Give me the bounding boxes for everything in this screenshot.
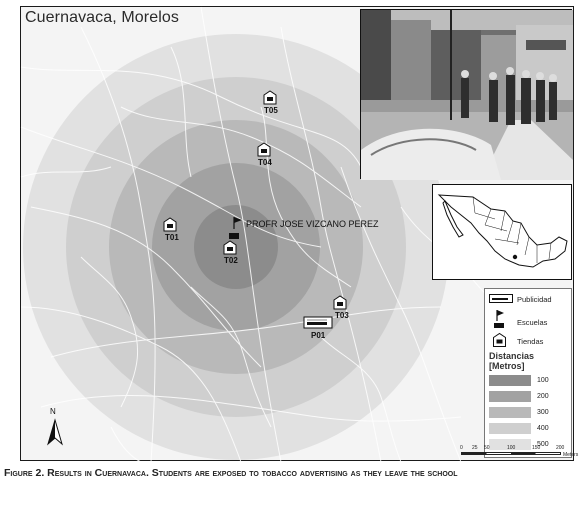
store-label-t03: T03 [335,311,349,320]
mexico-locator-inset [432,184,572,280]
tiendas-legend-icon [493,333,506,347]
scale-tick-0: 0 [460,445,463,451]
scale-bar [460,445,579,461]
scale-tick-100: 100 [507,445,516,451]
legend-swatch-100 [489,375,531,386]
scale-tick-50: 50 [484,445,490,451]
street-photo-inset [360,9,572,179]
advertising-label-p01: P01 [311,331,326,340]
north-arrow-icon [45,419,65,445]
publicidad-legend-icon [489,294,513,303]
school-label: PROFR JOSE VIZCANO PEREZ [246,219,379,229]
legend-swatch-300 [489,407,531,418]
scale-tick-150: 150 [532,445,541,451]
scale-tick-25: 25 [472,445,478,451]
north-arrow [45,407,65,447]
cuernavaca-location-dot [513,255,517,259]
mexico-outline-map [433,185,573,281]
legend-tiendas-label: Tiendas [517,337,544,346]
legend-value-500: 500 [537,441,549,448]
map-legend [484,288,572,458]
legend-escuelas-label: Escuelas [517,318,548,327]
legend-distancias-title [489,351,534,371]
figure-caption: Figure 2. Results in Cuernavaca. Students are exposed to tobacco advertising as they leave the school [4,467,458,479]
map-title: Cuernavaca, Morelos [25,9,179,26]
scale-tick-200: 200 [556,445,565,451]
store-label-t01: T01 [165,233,179,242]
advertising-marker-p01 [304,317,332,328]
escuelas-legend-icon [493,309,507,329]
map-frame [20,6,579,461]
legend-value-100: 100 [537,377,549,384]
legend-swatch-200 [489,391,531,402]
legend-value-200: 200 [537,393,549,400]
legend-publicidad-label: Publicidad [517,295,552,304]
legend-distancias-heading: Distancias [489,351,535,361]
legend-value-400: 400 [537,425,549,432]
scale-unit: Meters [563,452,579,458]
north-label: N [50,407,56,416]
store-label-t05: T05 [264,106,278,115]
legend-value-300: 300 [537,409,549,416]
store-label-t02: T02 [224,256,238,265]
legend-distancias-unit: [Metros] [489,361,525,371]
street-photo [361,10,573,180]
legend-swatch-400 [489,423,531,434]
store-label-t04: T04 [258,158,272,167]
scale-bar-graphic [461,452,561,455]
